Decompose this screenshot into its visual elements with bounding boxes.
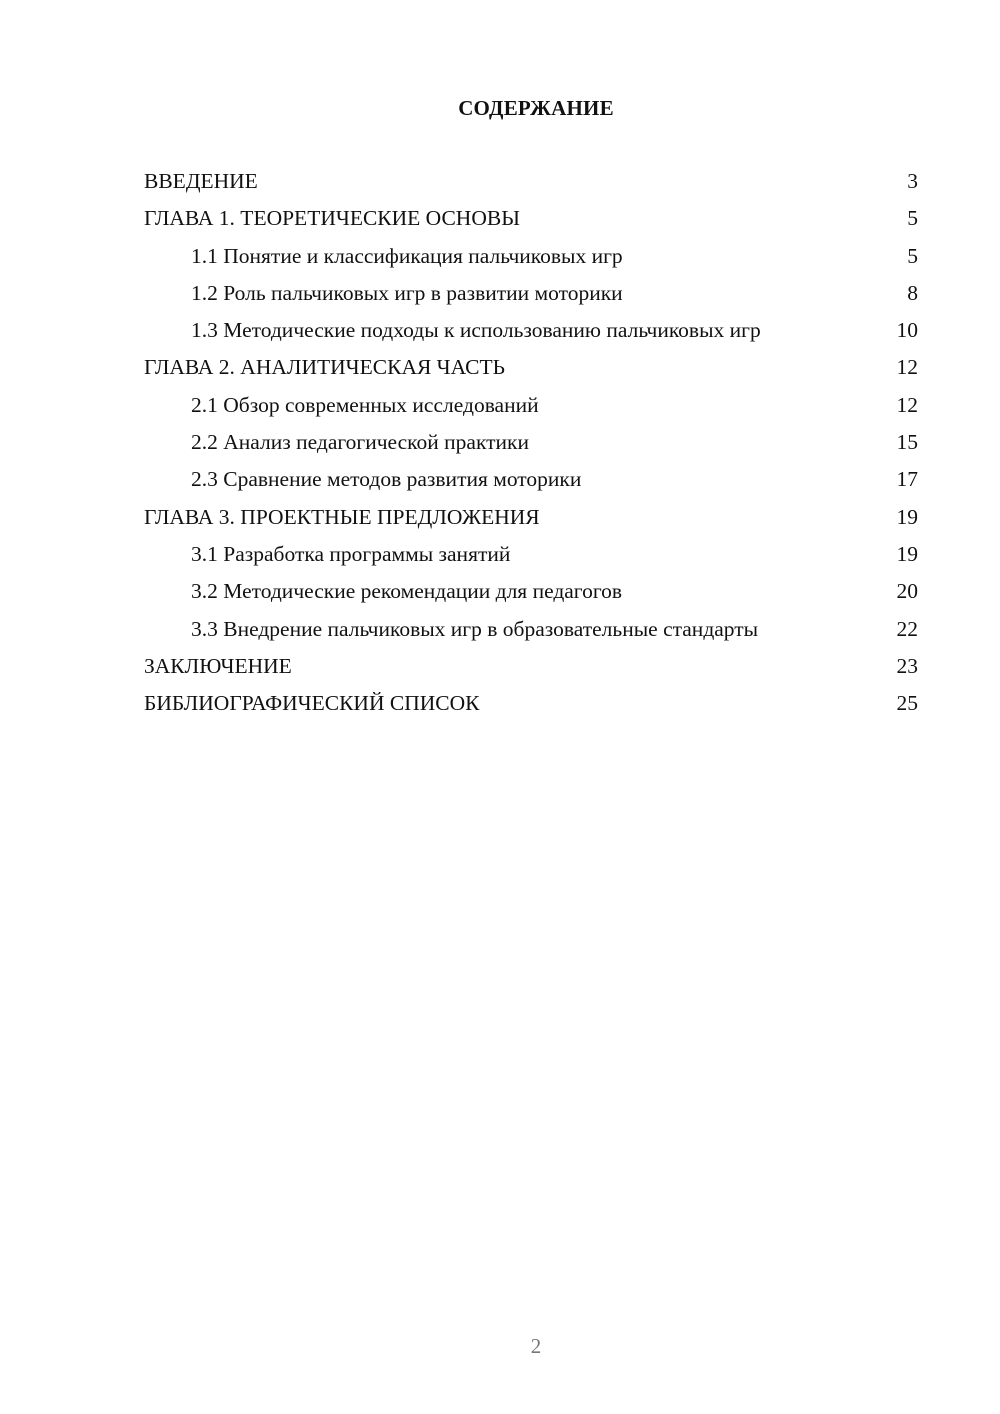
page-number: 2: [530, 1334, 542, 1358]
toc-entry-label: ГЛАВА 2. АНАЛИТИЧЕСКАЯ ЧАСТЬ: [144, 355, 505, 380]
toc-entry-page: 8: [907, 280, 918, 305]
toc-entry-section-3-2: [144, 578, 920, 605]
toc-entry-section-1-3: [144, 317, 920, 344]
toc-entry-page: 3: [907, 169, 918, 193]
toc-entry-page: 20: [896, 579, 918, 604]
toc-entry-section-2-1: [144, 392, 920, 419]
toc-entry-label: 2.2 Анализ педагогической практики: [191, 430, 529, 455]
toc-entry-label: 1.3 Методические подходы к использованию пальчиковых игр: [191, 318, 761, 343]
toc-entry-label: 2.1 Обзор современных исследований: [191, 392, 539, 417]
toc-entry-page: 15: [896, 430, 918, 455]
toc-entry-page: 22: [896, 616, 918, 641]
toc-entry-section-3-3: [144, 616, 920, 643]
toc-entry-label: ЗАКЛЮЧЕНИЕ: [144, 653, 292, 678]
toc-entry-label: 2.3 Сравнение методов развития моторики: [191, 467, 582, 492]
toc-entry-section-2-3: [144, 466, 920, 493]
toc-entry-label: ГЛАВА 3. ПРОЕКТНЫЕ ПРЕДЛОЖЕНИЯ: [144, 504, 540, 529]
toc-entry-label: 3.1 Разработка программы занятий: [191, 541, 511, 566]
toc-entry-page: 19: [896, 504, 918, 529]
toc-entry-page: 12: [896, 355, 918, 380]
toc-entry-label: 1.1 Понятие и классификация пальчиковых игр: [191, 243, 623, 268]
toc-entry-label: ГЛАВА 1. ТЕОРЕТИЧЕСКИЕ ОСНОВЫ: [144, 206, 520, 231]
toc-entry-chapter-1: [144, 205, 920, 232]
toc-entry-page: 17: [896, 467, 918, 492]
toc-entry-section-1-2: [144, 280, 920, 307]
toc-entry-page: 12: [896, 392, 918, 417]
toc-entry-page: 25: [896, 691, 918, 716]
toc-entry-chapter-3: [144, 504, 920, 531]
toc-entry-label: БИБЛИОГРАФИЧЕСКИЙ СПИСОК: [144, 691, 480, 716]
table-of-contents: [144, 168, 920, 727]
toc-entry-label: 3.2 Методические рекомендации для педагогов: [191, 579, 623, 604]
toc-entry-section-2-2: [144, 429, 920, 456]
toc-entry-conclusion: [144, 653, 920, 680]
toc-entry-page: 23: [896, 653, 918, 678]
toc-entry-label: ВВЕДЕНИЕ: [144, 169, 258, 193]
toc-entry-introduction: [144, 168, 920, 195]
toc-entry-label: 3.3 Внедрение пальчиковых игр в образовательные стандарты: [191, 616, 759, 641]
toc-entry-section-1-1: [144, 243, 920, 270]
toc-entry-page: 5: [907, 206, 918, 231]
toc-entry-chapter-2: [144, 354, 920, 381]
toc-entry-bibliography: [144, 690, 920, 717]
toc-entry-label: 1.2 Роль пальчиковых игр в развитии моторики: [191, 280, 623, 305]
toc-entry-section-3-1: [144, 541, 920, 568]
page-title: СОДЕРЖАНИЕ: [458, 96, 614, 120]
toc-entry-page: 10: [896, 318, 918, 343]
toc-entry-page: 5: [907, 243, 918, 268]
toc-entry-page: 19: [896, 541, 918, 566]
